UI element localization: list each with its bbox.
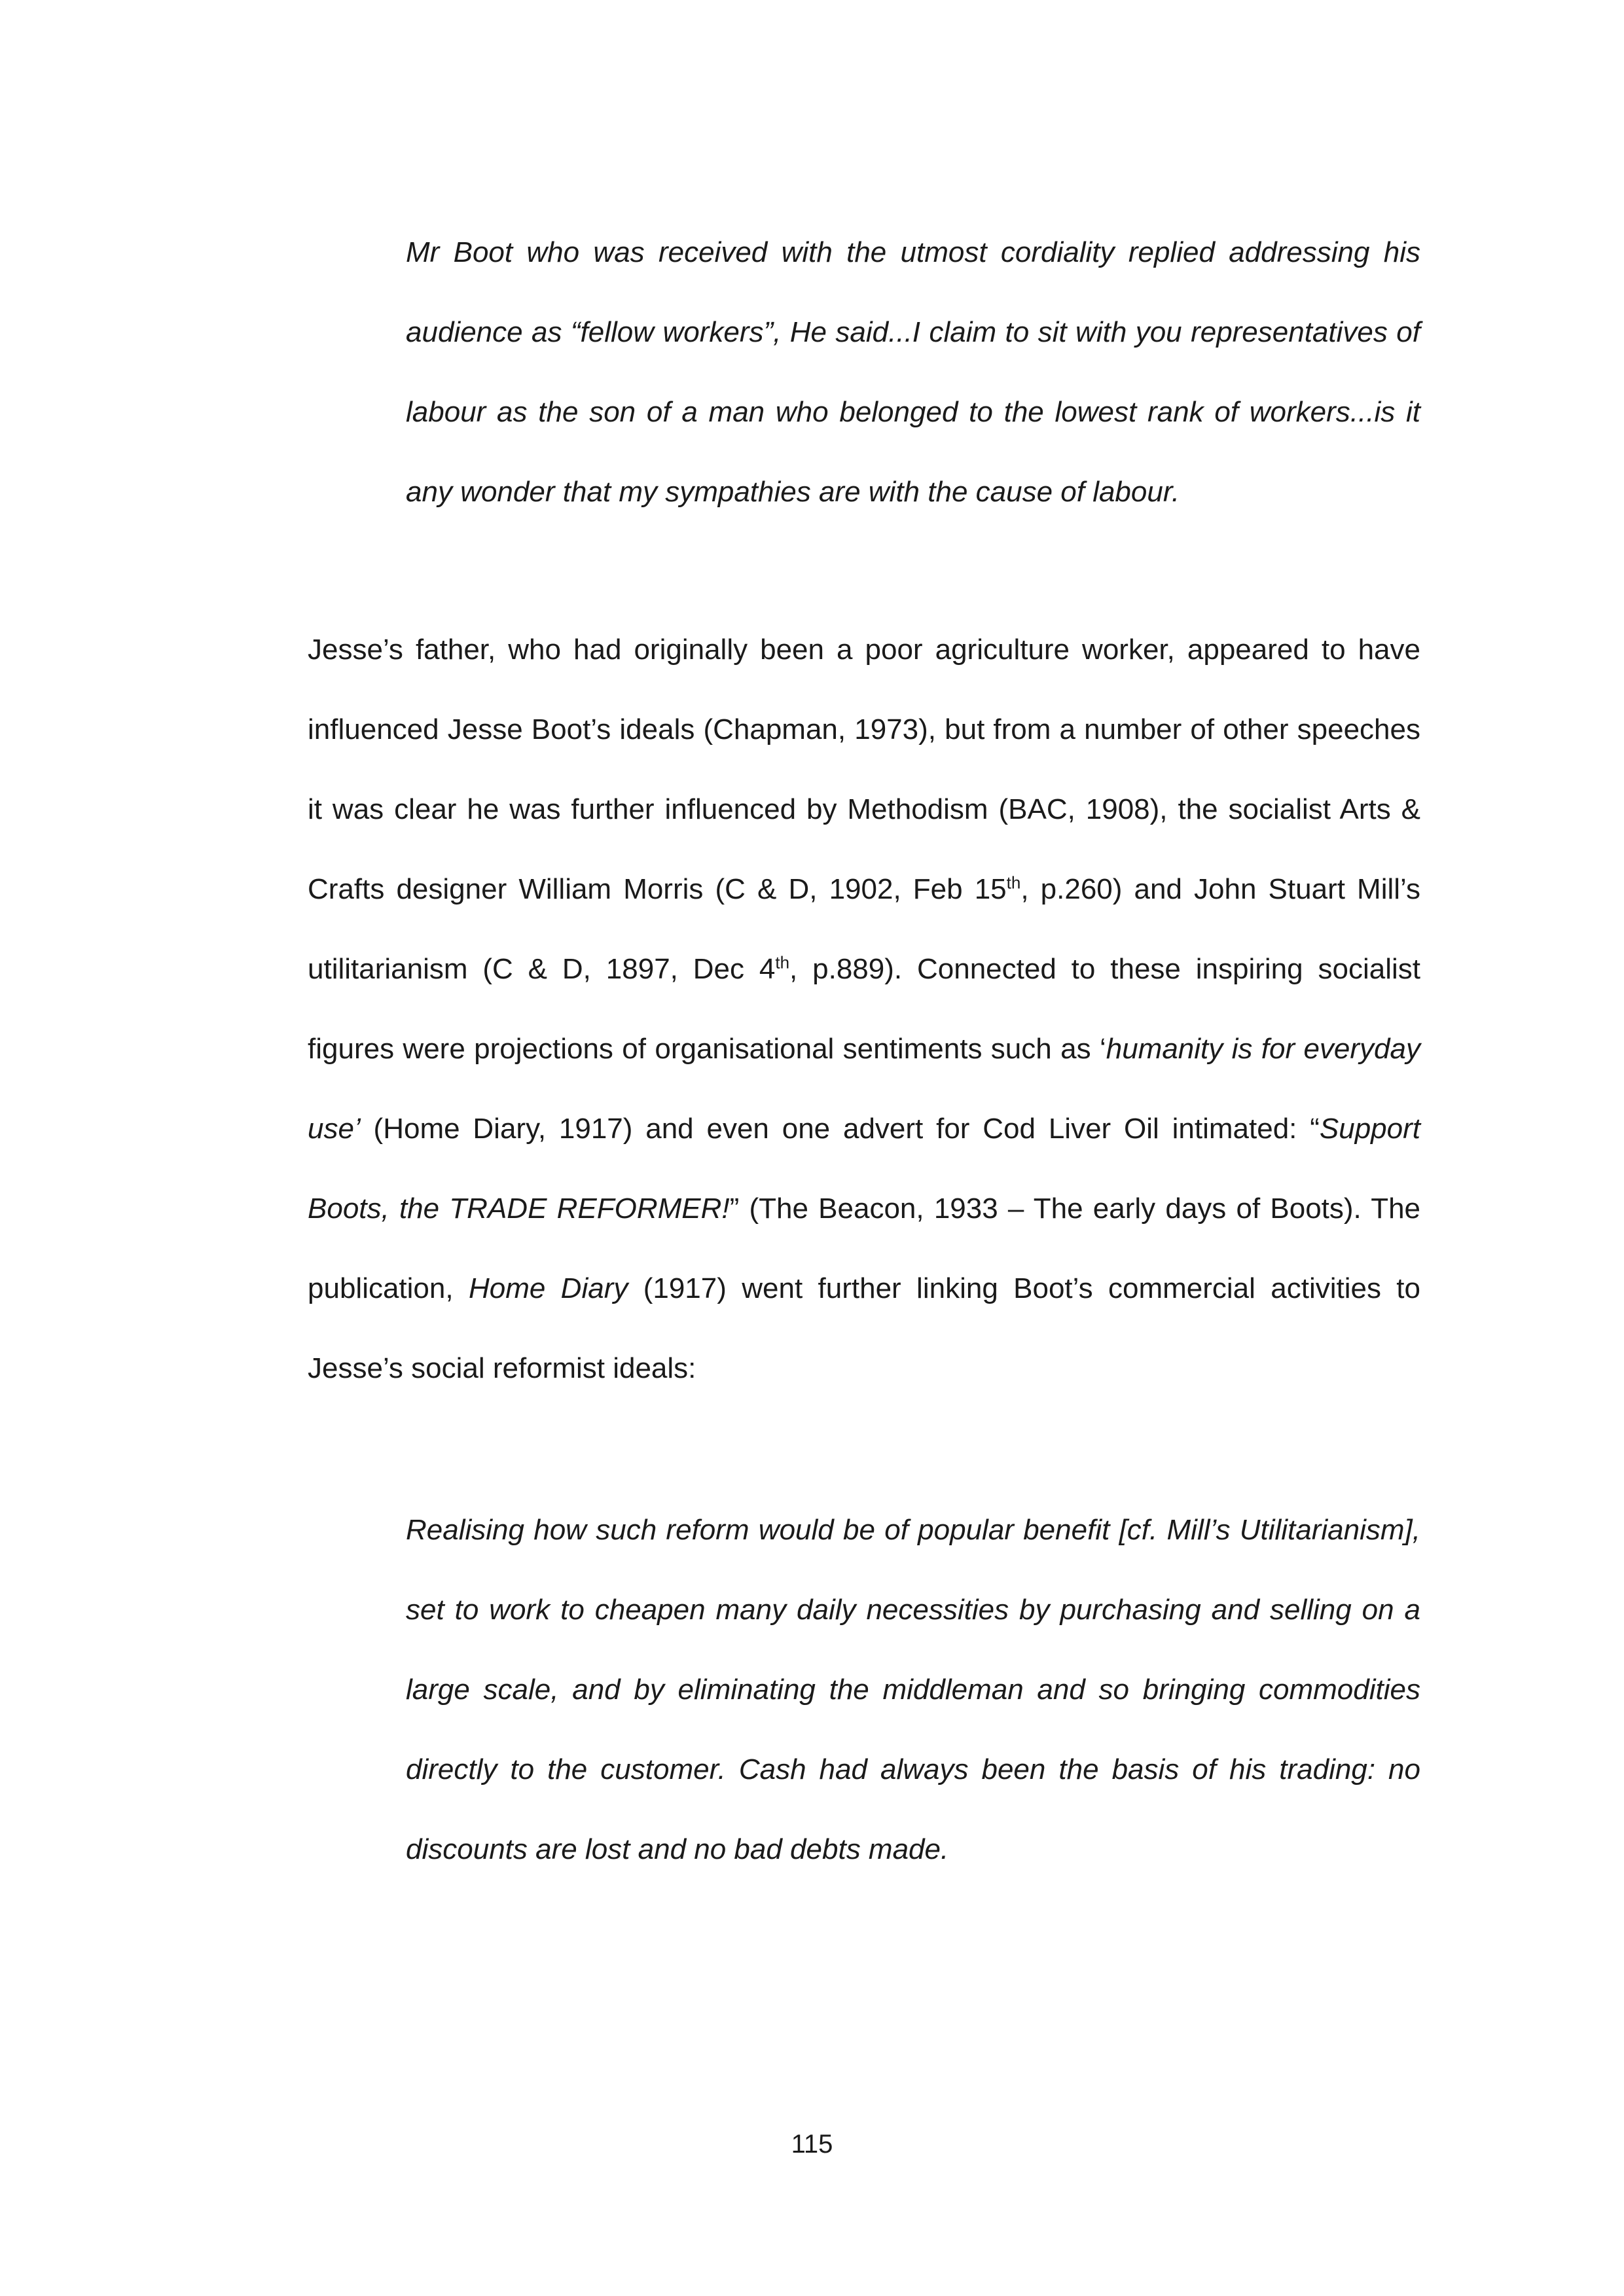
block-quote-boot-speech: Mr Boot who was received with the utmost cordiality replied addressing his audience as “fellow workers”, He said...I claim to sit with you representatives of labour as the son of a man who belonged to the lowest rank of workers...is it any wonder that my sympathies are with the cause of labour. xyxy=(406,236,1420,508)
body-paragraph xyxy=(308,610,1420,1408)
block-quote-home-diary: Realising how such reform would be of popular benefit [cf. Mill’s Utilitarianism], set to work to cheapen many daily necessities by purchasing and selling on a large scale, and by eliminating the middleman and so bringing commodities directly to the customer. Cash had always been the basis of his trading: no discounts are lost and no bad debts made. xyxy=(406,1514,1420,1865)
italic-phrase: Support Boots, the TRADE REFORMER! xyxy=(308,1113,1420,1225)
italic-title: Home Diary xyxy=(468,1272,628,1304)
paragraph-text: , p.260) and John Stuart Mill’s utilitarianism (C & D, 1897, Dec 4 xyxy=(308,873,1421,985)
paragraph-text: Jesse’s father, who had originally been a poor agriculture worker, appeared to have influenced Jesse Boot’s ideals (Chapman, 1973), but from a number of other speeches it was clear he was further influenced by Methodism (BAC, 1908), the socialist Arts & Crafts designer William Morris (C & D, 1902, Feb 15 xyxy=(308,634,1420,905)
paragraph-text: (1917) went further linking Boot’s commercial activities to Jesse’s social reformist ideals: xyxy=(308,1272,1421,1384)
ordinal-superscript: th xyxy=(1006,872,1021,893)
page-number: 115 xyxy=(791,2130,833,2159)
ordinal-superscript: th xyxy=(775,952,790,973)
italic-phrase: humanity is for everyday use’ xyxy=(308,1033,1420,1145)
paragraph-text: (Home Diary, 1917) and even one advert for Cod Liver Oil intimated: “ xyxy=(360,1113,1320,1145)
paragraph-text: , p.889). Connected to these inspiring socialist figures were projections of organisational sentiments such as ‘ xyxy=(308,953,1420,1065)
paragraph-text: ” (The Beacon, 1933 – The early days of Boots). The publication, xyxy=(308,1193,1421,1304)
